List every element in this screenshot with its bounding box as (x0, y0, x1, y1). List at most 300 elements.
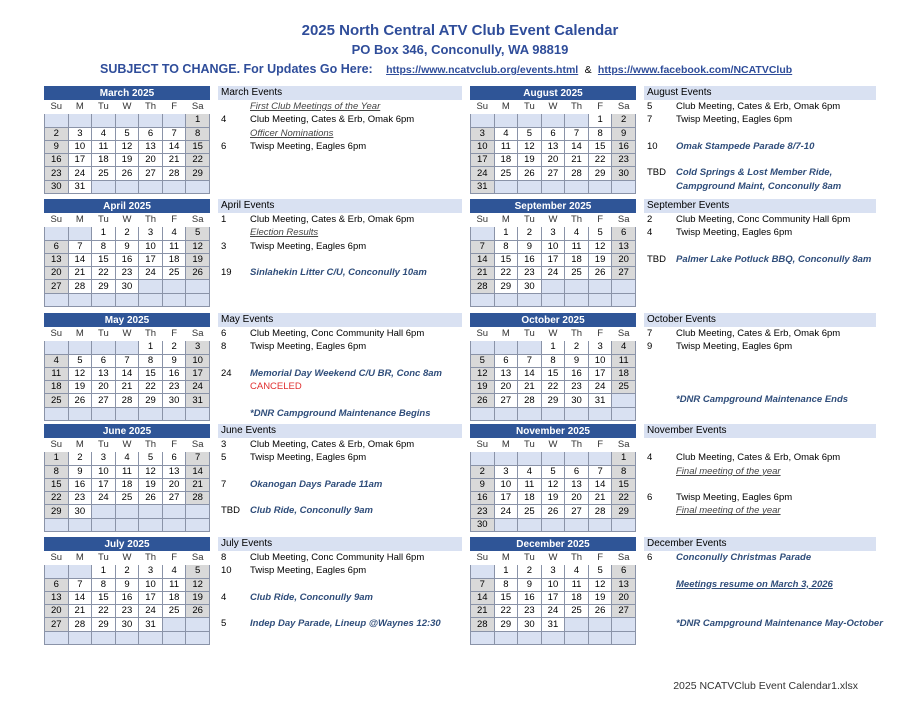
day-cell: 21 (471, 267, 495, 280)
events-header: July Events (218, 537, 462, 551)
event-row (218, 327, 462, 340)
day-cell (186, 618, 210, 631)
month-header: December 2025 (470, 537, 636, 551)
day-cell (162, 518, 186, 531)
event-date: 3 (221, 439, 227, 450)
events-page-link[interactable]: https://www.ncatvclub.org/events.html (386, 64, 579, 76)
day-cell: 10 (588, 354, 612, 367)
day-cell: 24 (541, 605, 565, 618)
day-cell (162, 280, 186, 293)
day-cell: 14 (68, 591, 92, 604)
day-cell: 12 (186, 578, 210, 591)
day-cell: 30 (565, 394, 589, 407)
day-cell: 15 (612, 478, 636, 491)
event-date: 3 (221, 240, 227, 252)
day-cell: 12 (115, 140, 139, 153)
day-cell: 30 (612, 167, 636, 180)
day-cell: 26 (186, 605, 210, 618)
day-cell (186, 293, 210, 306)
day-cell (612, 618, 636, 631)
event-row (644, 127, 876, 140)
day-cell (45, 114, 69, 127)
event-text: Twisp Meeting, Eagles 6pm (250, 240, 367, 252)
day-cell: 2 (518, 227, 542, 240)
month-days-table (44, 213, 210, 307)
day-cell: 31 (471, 180, 495, 193)
event-date: TBD (221, 505, 240, 517)
event-text: Twisp Meeting, Eagles 6pm (250, 565, 367, 577)
day-cell: 4 (565, 227, 589, 240)
day-cell (518, 180, 542, 193)
month-days-table (470, 327, 636, 421)
events-march (218, 86, 462, 153)
weekday-label: Th (139, 328, 163, 341)
weekday-label: Th (139, 439, 163, 452)
day-cell: 7 (471, 578, 495, 591)
weekday-label: Su (471, 214, 495, 227)
day-cell: 26 (139, 492, 163, 505)
day-cell: 13 (494, 367, 518, 380)
event-date: 7 (221, 478, 227, 490)
day-cell (494, 293, 518, 306)
day-cell: 26 (186, 267, 210, 280)
day-cell: 25 (162, 605, 186, 618)
day-cell: 11 (494, 140, 518, 153)
day-cell (612, 394, 636, 407)
weekday-label: Sa (612, 214, 636, 227)
day-cell: 23 (612, 154, 636, 167)
day-cell: 23 (565, 381, 589, 394)
day-cell (588, 518, 612, 531)
event-text: Twisp Meeting, Eagles 6pm (250, 140, 367, 152)
day-cell (518, 631, 542, 644)
event-row (644, 100, 876, 113)
events-june (218, 424, 462, 518)
event-row (218, 127, 462, 140)
day-cell: 17 (541, 253, 565, 266)
weekday-label: W (115, 214, 139, 227)
day-cell: 19 (471, 381, 495, 394)
day-cell: 13 (612, 240, 636, 253)
event-text: Club Meeting, Cates & Erb, Omak 6pm (250, 114, 415, 126)
day-cell: 16 (115, 253, 139, 266)
day-cell (45, 227, 69, 240)
event-text: Club Meeting, Conc Community Hall 6pm (250, 552, 425, 563)
events-july (218, 537, 462, 631)
weekday-label: W (115, 439, 139, 452)
day-cell (139, 518, 163, 531)
day-cell: 5 (541, 465, 565, 478)
day-cell: 2 (115, 227, 139, 240)
event-text: Officer Nominations (250, 127, 334, 139)
day-cell: 7 (471, 240, 495, 253)
day-cell (541, 452, 565, 465)
day-cell: 1 (588, 114, 612, 127)
day-cell: 22 (45, 492, 69, 505)
month-header: September 2025 (470, 199, 636, 213)
day-cell: 9 (162, 354, 186, 367)
day-cell: 28 (471, 618, 495, 631)
day-cell: 22 (494, 605, 518, 618)
weekday-label: F (162, 328, 186, 341)
day-cell: 10 (139, 240, 163, 253)
day-cell: 8 (494, 578, 518, 591)
day-cell (565, 618, 589, 631)
day-cell: 21 (115, 381, 139, 394)
event-text: *DNR Campground Maintenance Ends (676, 394, 849, 406)
day-cell: 6 (565, 465, 589, 478)
day-cell (186, 280, 210, 293)
day-cell (494, 114, 518, 127)
event-row (644, 367, 876, 380)
day-cell: 4 (162, 565, 186, 578)
day-cell: 17 (68, 154, 92, 167)
day-cell: 2 (68, 452, 92, 465)
day-cell: 18 (45, 381, 69, 394)
day-cell: 29 (612, 505, 636, 518)
event-row (218, 407, 462, 420)
day-cell: 23 (68, 492, 92, 505)
day-cell: 18 (565, 253, 589, 266)
day-cell: 11 (45, 367, 69, 380)
day-cell: 17 (139, 253, 163, 266)
day-cell (588, 280, 612, 293)
day-cell: 16 (115, 591, 139, 604)
day-cell: 16 (612, 140, 636, 153)
day-cell (494, 631, 518, 644)
events-april (218, 199, 462, 279)
day-cell: 7 (518, 354, 542, 367)
day-cell (139, 114, 163, 127)
day-cell (471, 293, 495, 306)
weekday-label: Sa (186, 552, 210, 565)
day-cell: 5 (588, 227, 612, 240)
day-cell (612, 518, 636, 531)
day-cell: 23 (115, 267, 139, 280)
weekday-label: M (494, 328, 518, 341)
day-cell: 28 (162, 167, 186, 180)
day-cell: 12 (471, 367, 495, 380)
day-cell: 4 (162, 227, 186, 240)
calendar-november (470, 424, 636, 532)
event-row (218, 354, 462, 367)
month-header: November 2025 (470, 424, 636, 438)
weekday-label: Sa (186, 328, 210, 341)
day-cell: 22 (541, 381, 565, 394)
day-cell: 21 (518, 381, 542, 394)
weekday-label: Th (139, 101, 163, 114)
day-cell: 10 (186, 354, 210, 367)
day-cell: 26 (588, 605, 612, 618)
day-cell: 16 (518, 591, 542, 604)
month-header: June 2025 (44, 424, 210, 438)
event-row (218, 100, 462, 113)
day-cell (92, 505, 116, 518)
day-cell (186, 407, 210, 420)
page-title: 2025 North Central ATV Club Event Calendar (301, 22, 619, 39)
day-cell: 11 (162, 578, 186, 591)
weekday-label: M (494, 101, 518, 114)
day-cell: 26 (471, 394, 495, 407)
weekday-label: Sa (612, 552, 636, 565)
day-cell: 24 (588, 381, 612, 394)
day-cell: 25 (92, 167, 116, 180)
day-cell: 29 (92, 280, 116, 293)
day-cell: 25 (518, 505, 542, 518)
day-cell: 20 (612, 253, 636, 266)
day-cell (162, 293, 186, 306)
weekday-label: Su (471, 328, 495, 341)
event-row (218, 340, 462, 353)
weekday-label: M (68, 328, 92, 341)
event-row (644, 491, 876, 504)
day-cell: 19 (139, 478, 163, 491)
weekday-label: Su (45, 101, 69, 114)
day-cell: 26 (588, 267, 612, 280)
event-row (644, 465, 876, 478)
day-cell: 2 (45, 127, 69, 140)
month-header: May 2025 (44, 313, 210, 327)
day-cell: 7 (565, 127, 589, 140)
day-cell (494, 407, 518, 420)
day-cell: 23 (45, 167, 69, 180)
day-cell (471, 341, 495, 354)
weekday-label: Su (45, 439, 69, 452)
weekday-label: Tu (518, 328, 542, 341)
day-cell: 13 (565, 478, 589, 491)
event-row (644, 213, 876, 226)
day-cell: 28 (68, 280, 92, 293)
day-cell: 10 (139, 578, 163, 591)
day-cell (565, 114, 589, 127)
day-cell: 30 (518, 280, 542, 293)
month-days-table (44, 100, 210, 194)
event-date: 7 (647, 328, 653, 339)
weekday-label: Tu (92, 328, 116, 341)
weekday-label: Su (471, 552, 495, 565)
events-header: March Events (218, 86, 462, 100)
weekday-label: Sa (612, 439, 636, 452)
weekday-label: F (588, 328, 612, 341)
calendar-august (470, 86, 636, 194)
day-cell: 8 (45, 465, 69, 478)
day-cell (162, 180, 186, 193)
day-cell: 3 (494, 465, 518, 478)
weekday-label: F (588, 214, 612, 227)
event-row (218, 578, 462, 591)
weekday-label: W (541, 552, 565, 565)
facebook-link[interactable]: https://www.facebook.com/NCATVClub (597, 64, 793, 76)
day-cell: 3 (541, 565, 565, 578)
day-cell: 14 (518, 367, 542, 380)
event-row (644, 253, 876, 266)
day-cell: 11 (565, 240, 589, 253)
event-text: Final meeting of the year (676, 505, 781, 517)
day-cell: 27 (139, 167, 163, 180)
day-cell (186, 631, 210, 644)
weekday-label: Su (45, 328, 69, 341)
day-cell: 9 (471, 478, 495, 491)
weekday-label: Tu (92, 439, 116, 452)
day-cell: 3 (139, 227, 163, 240)
day-cell: 22 (494, 267, 518, 280)
day-cell (115, 505, 139, 518)
day-cell (92, 180, 116, 193)
day-cell (115, 180, 139, 193)
event-row (218, 226, 462, 239)
event-date: 6 (647, 552, 653, 563)
weekday-label: Sa (612, 328, 636, 341)
event-row (218, 551, 462, 564)
day-cell: 1 (92, 227, 116, 240)
event-date: 10 (647, 140, 658, 152)
day-cell: 11 (565, 578, 589, 591)
event-row (218, 617, 462, 630)
day-cell: 27 (565, 505, 589, 518)
month-header: October 2025 (470, 313, 636, 327)
day-cell: 13 (92, 367, 116, 380)
day-cell: 19 (518, 154, 542, 167)
month-days-table (44, 327, 210, 421)
event-row (644, 478, 876, 491)
day-cell: 26 (541, 505, 565, 518)
day-cell: 29 (588, 167, 612, 180)
day-cell: 21 (68, 605, 92, 618)
day-cell: 14 (588, 478, 612, 491)
day-cell (162, 618, 186, 631)
weekday-label: Tu (92, 552, 116, 565)
day-cell: 17 (494, 492, 518, 505)
day-cell: 28 (115, 394, 139, 407)
day-cell (139, 505, 163, 518)
day-cell: 9 (565, 354, 589, 367)
day-cell (68, 631, 92, 644)
day-cell: 3 (139, 565, 163, 578)
weekday-label: Th (565, 101, 589, 114)
day-cell: 29 (541, 394, 565, 407)
weekday-label: Tu (518, 214, 542, 227)
event-text: Memorial Day Weekend C/U BR, Conc 8am (250, 367, 442, 379)
event-date: 1 (221, 214, 227, 225)
weekday-label: F (588, 439, 612, 452)
day-cell: 4 (612, 341, 636, 354)
event-row (644, 591, 876, 604)
day-cell (115, 114, 139, 127)
day-cell: 30 (45, 180, 69, 193)
day-cell: 9 (115, 578, 139, 591)
day-cell: 9 (518, 578, 542, 591)
day-cell: 12 (518, 140, 542, 153)
day-cell: 18 (162, 253, 186, 266)
day-cell: 30 (518, 618, 542, 631)
event-row (644, 113, 876, 126)
day-cell: 27 (612, 605, 636, 618)
day-cell: 12 (186, 240, 210, 253)
day-cell (565, 518, 589, 531)
events-header: August Events (644, 86, 876, 100)
day-cell: 21 (186, 478, 210, 491)
event-row (644, 393, 876, 406)
event-text: Campground Maint, Conconully 8am (676, 180, 842, 192)
day-cell: 18 (115, 478, 139, 491)
event-text: *DNR Campground Maintenance May-October (676, 618, 883, 630)
event-row (644, 578, 876, 591)
events-august (644, 86, 876, 193)
event-text: Club Meeting, Cates & Erb, Omak 6pm (676, 101, 841, 112)
event-date: 6 (221, 328, 227, 339)
event-date: 4 (221, 591, 227, 603)
day-cell (68, 518, 92, 531)
day-cell: 3 (588, 341, 612, 354)
day-cell (139, 631, 163, 644)
day-cell: 24 (139, 605, 163, 618)
event-row (218, 478, 462, 491)
day-cell (494, 341, 518, 354)
event-row (644, 240, 876, 253)
event-row (644, 153, 876, 166)
day-cell: 15 (541, 367, 565, 380)
day-cell: 12 (68, 367, 92, 380)
day-cell: 12 (588, 578, 612, 591)
event-date: 19 (221, 267, 232, 279)
day-cell: 20 (565, 492, 589, 505)
day-cell: 1 (186, 114, 210, 127)
day-cell (612, 280, 636, 293)
day-cell: 24 (186, 381, 210, 394)
day-cell: 19 (588, 253, 612, 266)
day-cell: 8 (186, 127, 210, 140)
event-date: TBD (647, 253, 666, 265)
day-cell: 6 (612, 227, 636, 240)
month-header: April 2025 (44, 199, 210, 213)
day-cell: 22 (612, 492, 636, 505)
day-cell: 15 (92, 591, 116, 604)
day-cell: 19 (68, 381, 92, 394)
day-cell: 26 (518, 167, 542, 180)
day-cell: 2 (115, 565, 139, 578)
day-cell: 7 (115, 354, 139, 367)
weekday-label: Sa (612, 101, 636, 114)
day-cell: 3 (92, 452, 116, 465)
day-cell: 13 (139, 140, 163, 153)
day-cell (68, 293, 92, 306)
calendar-march (44, 86, 210, 194)
day-cell: 14 (471, 591, 495, 604)
event-date: 2 (647, 214, 653, 225)
day-cell: 20 (612, 591, 636, 604)
day-cell: 8 (612, 465, 636, 478)
weekday-label: Sa (186, 439, 210, 452)
day-cell (92, 293, 116, 306)
day-cell: 25 (162, 267, 186, 280)
day-cell (541, 407, 565, 420)
event-text: *DNR Campground Maintenance Begins (250, 407, 431, 419)
day-cell: 23 (162, 381, 186, 394)
day-cell: 9 (68, 465, 92, 478)
day-cell: 30 (68, 505, 92, 518)
event-date: 5 (221, 618, 227, 630)
weekday-label: M (68, 214, 92, 227)
event-text: Club Meeting, Conc Community Hall 6pm (676, 214, 851, 225)
day-cell: 16 (471, 492, 495, 505)
day-cell (115, 341, 139, 354)
day-cell: 1 (494, 227, 518, 240)
event-row (644, 604, 876, 617)
day-cell (139, 180, 163, 193)
event-row (644, 438, 876, 451)
event-text: Club Ride, Conconully 9am (250, 591, 373, 603)
day-cell: 28 (186, 492, 210, 505)
